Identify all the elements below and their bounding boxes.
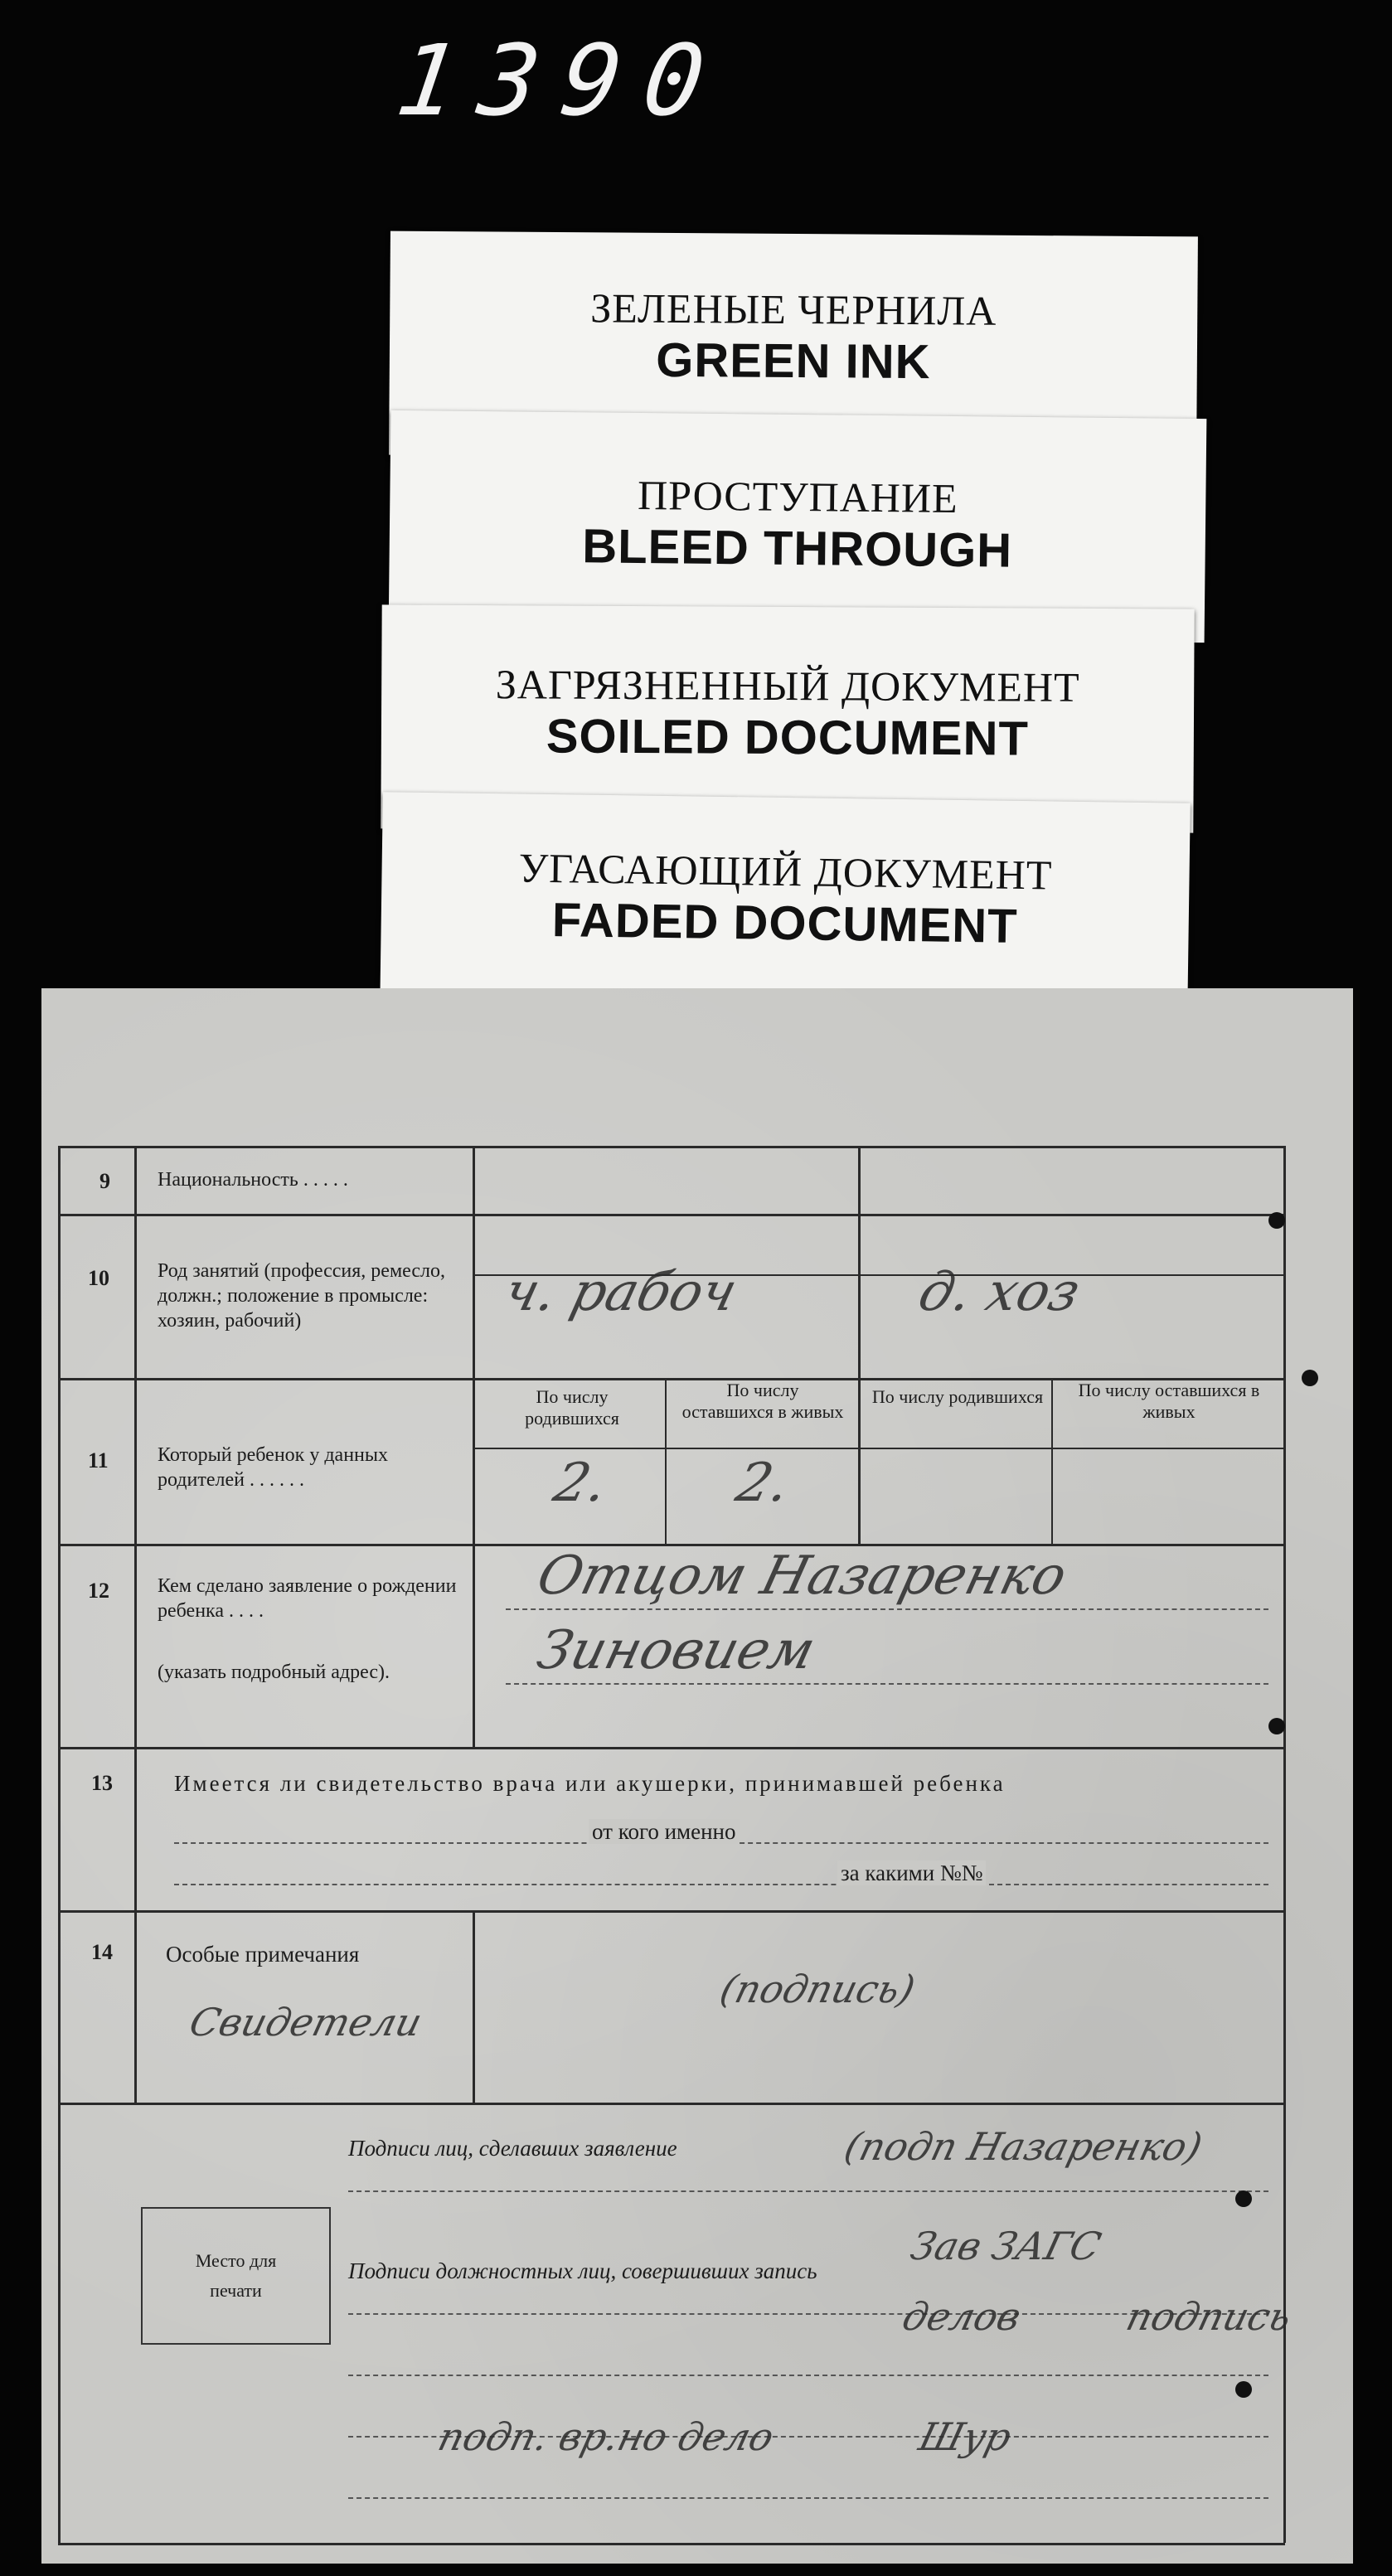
punch-hole [1268,1718,1285,1734]
column-alive: По числу оставшихся в живых [1078,1380,1260,1422]
declarant-label: Кем сделано заявление о рождении ребенка . . . . [158,1575,457,1622]
handwritten-declarant-name: Зиновием [531,1620,822,1681]
declarant-signature-label: Подписи лиц, сделавших заявление [348,2136,677,2161]
stamp-placeholder [141,2207,331,2345]
row-number: 13 [91,1771,113,1795]
tag-en-label: SOILED DOCUMENT [546,709,1030,766]
tag-en-label: BLEED THROUGH [581,519,1013,578]
handwritten-witnesses: Свидетели [185,2000,427,2045]
occupation-label: Род занятий (профессия, ремесло, должн.; положение в промысле: хозяин, рабочий) [158,1260,446,1332]
handwritten-declarant: Отцом Назаренко [531,1545,1073,1607]
tag-ru-label: ЗАГРЯЗНЕННЫЙ ДОКУМЕНТ [495,661,1080,711]
officials-signature-label: Подписи должностных лиц, совершивших запись [348,2258,817,2283]
punch-hole [1235,2381,1252,2398]
handwritten-father-occupation: ч. рабоч [497,1262,744,1323]
column-born: По числу родившихся [525,1386,619,1429]
nationality-label: Национальность . . . . . [158,1169,348,1191]
handwritten-born-count: 2. [547,1453,614,1514]
certificate-question: Имеется ли свидетельство врача или акушерки, принимавшей ребенка [174,1771,1006,1796]
handwritten-alive-count: 2. [730,1453,797,1514]
tag-faded-document [380,792,1191,1021]
handwritten-registrar: Зав ЗАГС [906,2224,1106,2268]
frame-number: 1390 [390,23,735,138]
handwritten-acting-signature: подп. вр.но дело [434,2414,778,2459]
row-number: 11 [88,1448,109,1472]
handwritten-surname: Шур [914,2414,1016,2459]
registry-form [41,988,1353,2564]
punch-hole [1235,2190,1252,2207]
child-order-label: Который ребенок у данных родителей . . . . . . [158,1444,389,1491]
numbers-label: за какими №№ [837,1860,986,1885]
row-number: 14 [91,1940,113,1964]
row-number: 10 [88,1266,109,1290]
column-alive: По числу оставшихся в живых [681,1380,844,1422]
punch-hole [1302,1370,1318,1386]
row-number: 12 [88,1579,109,1603]
handwritten-signature-note: (подпись) [715,1967,920,2011]
tag-ru-label: ЗЕЛЕНЫЕ ЧЕРНИЛА [589,284,997,334]
handwritten-declarant-signature: (подп Назаренко) [840,2124,1207,2169]
tag-ru-label: ПРОСТУПАНИЕ [637,471,958,522]
tag-en-label: GREEN INK [656,332,931,390]
tag-ru-label: УГАСАЮЩИЙ ДОКУМЕНТ [518,844,1053,899]
row-number: 9 [99,1169,110,1193]
column-born: По числу родившихся [871,1386,1044,1407]
tag-en-label: FADED DOCUMENT [551,893,1019,953]
handwritten-acting: делов [898,2294,1026,2339]
stamp-label: Место для печати [195,2250,277,2301]
special-notes-label: Особые примечания [166,1942,360,1967]
punch-hole [1268,1212,1285,1229]
handwritten-signature: подпись [1122,2294,1297,2339]
from-whom-label: от кого именно [589,1819,740,1844]
address-label: (указать подробный адрес). [158,1662,390,1683]
handwritten-mother-occupation: д. хоз [912,1262,1087,1323]
